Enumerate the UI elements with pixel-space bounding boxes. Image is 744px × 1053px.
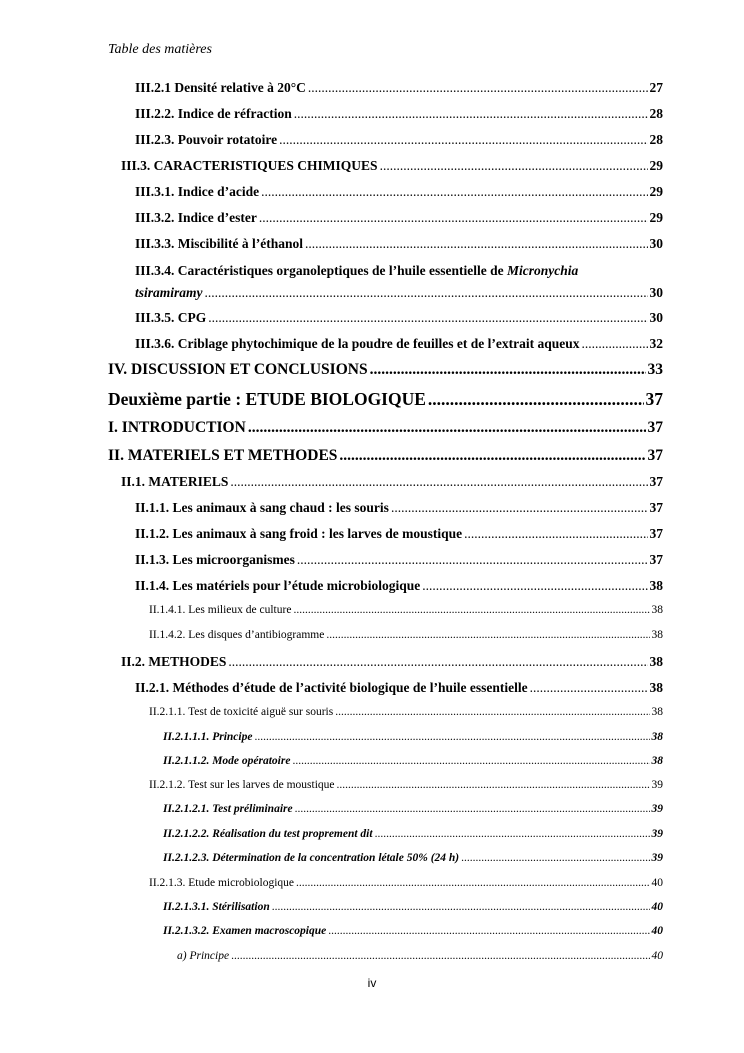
page-number: iv xyxy=(367,976,377,990)
toc-entry[interactable]: tsiramiramy ..... 30 xyxy=(135,285,663,301)
toc-entry[interactable]: a) Principe ..... 40 xyxy=(177,950,663,962)
toc-entry[interactable]: II.1. MATERIELS ..... 37 xyxy=(121,474,663,490)
toc-entry[interactable]: II.1.4.1. Les milieux de culture ..... 38 xyxy=(149,604,663,616)
toc-entry-wrapped-line[interactable]: III.3.4. Caractéristiques organoleptiques de l’huile essentielle de Micronychia xyxy=(135,263,579,278)
toc-entry[interactable]: III.3. CARACTERISTIQUES CHIMIQUES ..... 29 xyxy=(121,158,663,174)
toc-entry[interactable]: III.3.1. Indice d’acide ..... 29 xyxy=(135,184,663,200)
toc-entry[interactable]: II.2.1.1.1. Principe ..... 38 xyxy=(163,731,663,743)
toc-entry[interactable]: II.2.1.2.1. Test préliminaire ..... 39 xyxy=(163,803,663,815)
toc-entry[interactable]: II. MATERIELS ET METHODES ..... 37 xyxy=(108,447,663,465)
toc-entry[interactable]: II.2.1.3.1. Stérilisation ..... 40 xyxy=(163,901,663,913)
toc-entry[interactable]: II.1.4. Les matériels pour l’étude microbiologique ..... 38 xyxy=(135,578,663,594)
toc-entry[interactable]: II.2.1.3. Etude microbiologique ..... 40 xyxy=(149,877,663,889)
toc-entry[interactable]: II.1.4.2. Les disques d’antibiogramme ..... 38 xyxy=(149,629,663,641)
toc-entry[interactable]: II.2.1. Méthodes d’étude de l’activité biologique de l’huile essentielle ..... 38 xyxy=(135,680,663,696)
toc-entry[interactable]: III.3.5. CPG ..... 30 xyxy=(135,310,663,326)
toc-entry[interactable]: III.2.1 Densité relative à 20°C ..... 27 xyxy=(135,80,663,96)
toc-entry[interactable]: III.3.2. Indice d’ester ..... 29 xyxy=(135,210,663,226)
toc-entry[interactable]: II.2.1.3.2. Examen macroscopique ..... 40 xyxy=(163,925,663,937)
toc-entry[interactable]: III.3.3. Miscibilité à l’éthanol ..... 30 xyxy=(135,236,663,252)
toc-entry[interactable]: IV. DISCUSSION ET CONCLUSIONS ..... 33 xyxy=(108,361,663,379)
toc-entry[interactable]: II.1.1. Les animaux à sang chaud : les souris ..... 37 xyxy=(135,500,663,516)
toc-entry[interactable]: II.1.3. Les microorganismes ..... 37 xyxy=(135,552,663,568)
toc-entry[interactable]: III.3.6. Criblage phytochimique de la poudre de feuilles et de l’extrait aqueux ..... 32 xyxy=(135,336,663,352)
toc-entry[interactable]: I. INTRODUCTION ..... 37 xyxy=(108,419,663,437)
toc-entry[interactable]: II.1.2. Les animaux à sang froid : les larves de moustique ..... 37 xyxy=(135,526,663,542)
toc-entry[interactable]: III.2.2. Indice de réfraction ..... 28 xyxy=(135,106,663,122)
toc-entry[interactable]: II.2.1.2. Test sur les larves de moustique ..... 39 xyxy=(149,779,663,791)
toc-entry[interactable]: II.2.1.2.2. Réalisation du test proprement dit ..... 39 xyxy=(163,828,663,840)
toc-entry[interactable]: II.2.1.1. Test de toxicité aiguë sur souris ..... 38 xyxy=(149,706,663,718)
toc-entry[interactable]: III.2.3. Pouvoir rotatoire ..... 28 xyxy=(135,132,663,148)
running-header: Table des matières xyxy=(108,42,212,57)
toc-entry[interactable]: II.2.1.1.2. Mode opératoire ..... 38 xyxy=(163,755,663,767)
toc-entry[interactable]: Deuxième partie : ETUDE BIOLOGIQUE ..... 37 xyxy=(108,389,663,410)
toc-entry[interactable]: II.2.1.2.3. Détermination de la concentration létale 50% (24 h) ..... 39 xyxy=(163,852,663,864)
toc-entry[interactable]: II.2. METHODES ..... 38 xyxy=(121,654,663,670)
